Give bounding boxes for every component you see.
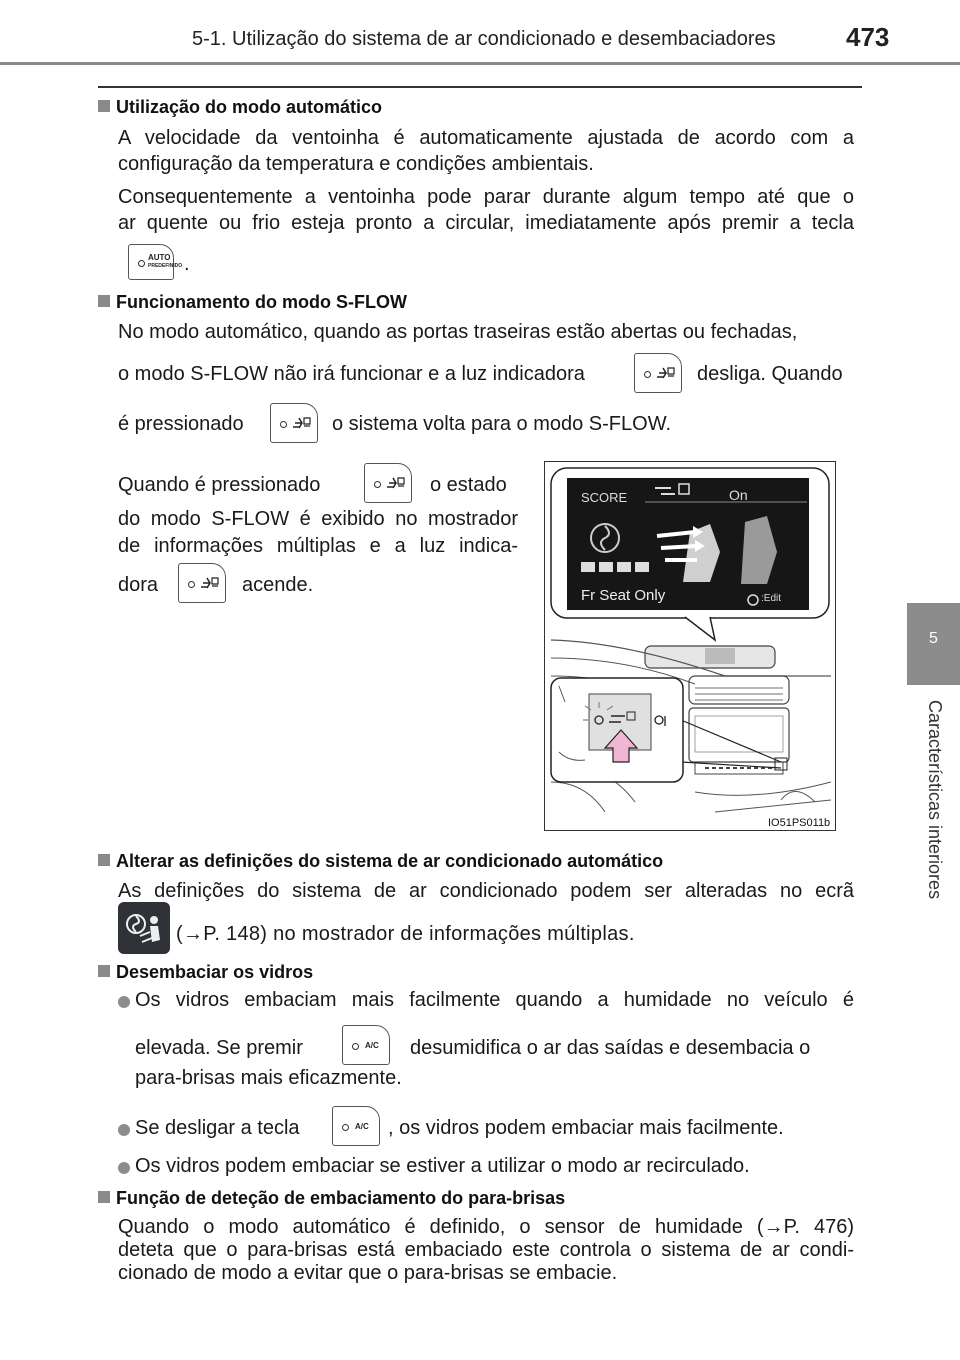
illustration-code: IO51PS011b bbox=[768, 817, 831, 829]
edit-label: :Edit bbox=[761, 593, 782, 604]
defog-b2a: Se desligar a tecla bbox=[135, 1117, 300, 1139]
heading-auto-mode: Utilização do modo automático bbox=[98, 97, 382, 118]
sflow-line6: de informações múltiplas e a luz indica- bbox=[118, 535, 518, 557]
score-label: SCORE bbox=[581, 490, 628, 505]
heading-sflow: Funcionamento do modo S-FLOW bbox=[98, 292, 407, 313]
defog-b1-line2a: elevada. Se premir bbox=[135, 1037, 303, 1059]
defog-b3: Os vidros podem embaciar se estiver a utilizar o modo ar recirculado. bbox=[135, 1155, 750, 1177]
sflow-line7b: acende. bbox=[242, 574, 314, 596]
defog-b1-line3: para-brisas mais eficazmente. bbox=[135, 1067, 402, 1089]
change-settings-line1: As definições do sistema de ar condicionado podem ser alteradas no ecrã bbox=[118, 880, 854, 902]
header-rule bbox=[0, 62, 960, 65]
bullet-icon bbox=[118, 1124, 130, 1136]
seat-label: Fr Seat Only bbox=[581, 587, 666, 604]
sflow-line4b: o estado bbox=[430, 474, 507, 496]
sflow-line3b: o sistema volta para o modo S-FLOW. bbox=[332, 413, 672, 435]
auto-mode-p2-line1: Consequentemente a ventoinha pode parar durante algum tempo até que o bbox=[118, 186, 854, 208]
state-label: On bbox=[729, 487, 748, 503]
square-bullet-icon bbox=[98, 100, 110, 112]
defog-b2b: , os vidros podem embaciar mais facilmente. bbox=[388, 1117, 784, 1139]
defog-b1-line2b: desumidifica o ar das saídas e desembacia o bbox=[410, 1037, 811, 1059]
ac-button-icon: A/C bbox=[332, 1106, 380, 1146]
defog-b1-line1: Os vidros embaciam mais facilmente quando a humidade no veículo é bbox=[135, 989, 854, 1011]
fog-detection-line3: cionado de modo a evitar que o para-brisas se embacie. bbox=[118, 1262, 618, 1284]
content-rule bbox=[98, 86, 862, 88]
heading-fog-detection: Função de deteção de embaciamento do para-brisas bbox=[98, 1188, 565, 1209]
auto-button-icon: AUTO PREDEFINIDO bbox=[128, 244, 174, 280]
sflow-line4a: Quando é pressionado bbox=[118, 474, 321, 496]
auto-mode-p1-line2: configuração da temperatura e condições ambientais. bbox=[118, 153, 594, 175]
sflow-line2b: desliga. Quando bbox=[697, 363, 843, 385]
change-settings-line2: (→P. 148) no mostrador de informações múltiplas. bbox=[176, 923, 635, 945]
sflow-line7a: dora bbox=[118, 574, 159, 596]
auto-mode-p1-line1: A velocidade da ventoinha é automaticamente ajustada de acordo com a bbox=[118, 127, 854, 149]
heading-defog: Desembaciar os vidros bbox=[98, 962, 313, 983]
square-bullet-icon bbox=[98, 965, 110, 977]
sflow-line1: No modo automático, quando as portas traseiras estão abertas ou fechadas, bbox=[118, 321, 798, 343]
chapter-title: Características interiores bbox=[925, 700, 945, 900]
chapter-number: 5 bbox=[929, 630, 938, 647]
sflow-button-icon bbox=[270, 403, 318, 443]
fog-detection-line2: deteta que o para-brisas está embaciado este controla o sistema de ar condi- bbox=[118, 1239, 854, 1261]
sflow-button-icon bbox=[178, 563, 226, 603]
sflow-line2a: o modo S-FLOW não irá funcionar e a luz indicadora bbox=[118, 363, 585, 385]
auto-mode-p2-end: . bbox=[184, 253, 190, 275]
page-number: 473 bbox=[846, 22, 890, 52]
ac-button-icon: A/C bbox=[342, 1025, 390, 1065]
sflow-line5: do modo S-FLOW é exibido no mostrador bbox=[118, 508, 518, 530]
fog-detection-line1: Quando o modo automático é definido, o sensor de humidade (→P. 476) bbox=[118, 1216, 854, 1238]
bullet-icon bbox=[118, 1162, 130, 1174]
sflow-illustration bbox=[544, 461, 836, 831]
section-title: 5-1. Utilização do sistema de ar condicionado e desembaciadores bbox=[192, 28, 776, 50]
climate-settings-icon bbox=[118, 902, 170, 954]
square-bullet-icon bbox=[98, 854, 110, 866]
heading-change-settings: Alterar as definições do sistema de ar condicionado automático bbox=[98, 851, 663, 872]
chapter-tab[interactable] bbox=[907, 603, 960, 685]
square-bullet-icon bbox=[98, 295, 110, 307]
sflow-button-icon bbox=[634, 353, 682, 393]
sflow-button-icon bbox=[364, 463, 412, 503]
bullet-icon bbox=[118, 996, 130, 1008]
square-bullet-icon bbox=[98, 1191, 110, 1203]
sflow-line3a: é pressionado bbox=[118, 413, 244, 435]
auto-mode-p2-line2: ar quente ou frio esteja pronto a circular, imediatamente após premir a tecla bbox=[118, 212, 854, 234]
